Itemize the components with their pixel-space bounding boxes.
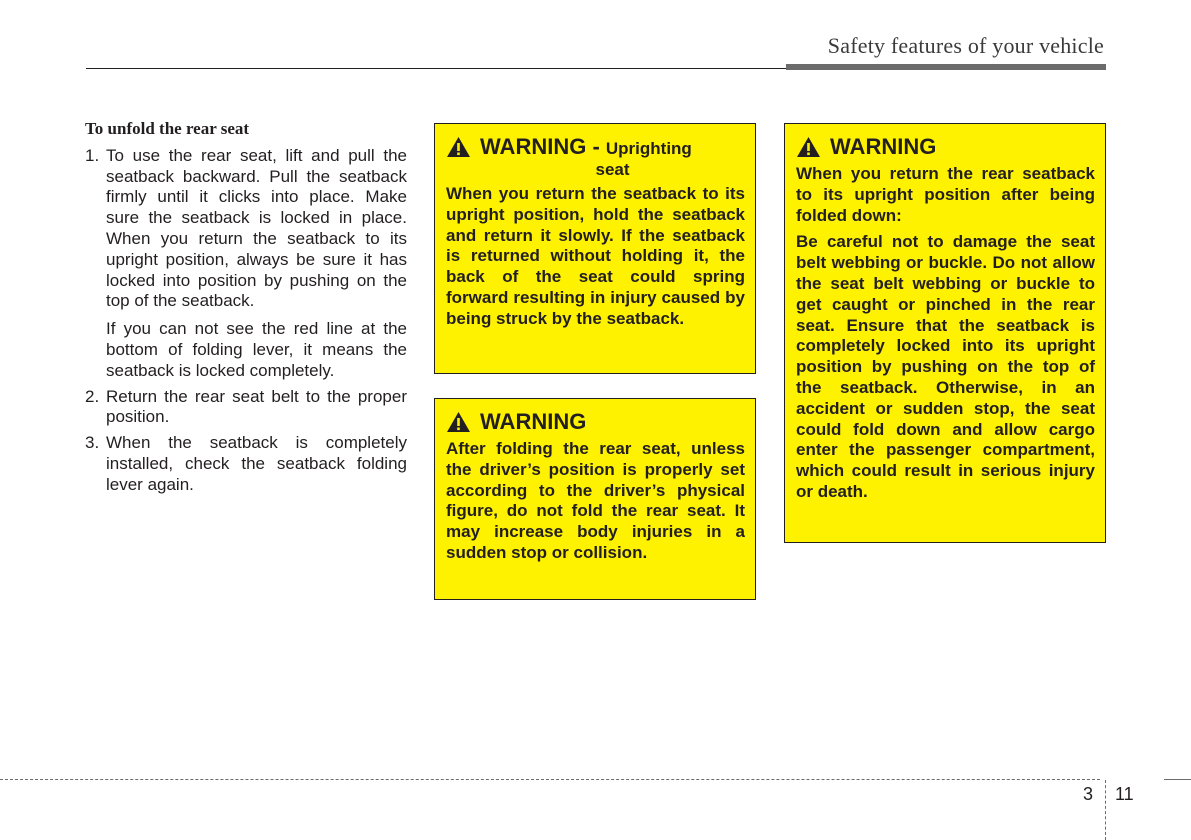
warning-header (446, 134, 745, 180)
warning-body: When you return the rear seatback to its upright position after being folded down: (796, 164, 1095, 225)
warning-box-folding (434, 398, 756, 600)
page-number: 11 (1115, 784, 1134, 804)
header-divider-accent (786, 64, 1106, 70)
header-divider (86, 68, 786, 69)
step-text: Return the rear seat belt to the proper position. (106, 386, 407, 427)
steps-list (85, 146, 407, 496)
unfold-instructions (85, 119, 407, 501)
warning-body: When you return the seatback to its upright position, hold the seatback and return it slowly. If the seatback is returned without holding it, the back of the seat could spring forward resulting in injury caused by being struck by the seatback. (446, 184, 745, 328)
footer-divider (0, 779, 1100, 780)
page-number-separator (1105, 780, 1106, 840)
step-number: 2. (85, 386, 100, 406)
warning-title: WARNING (830, 134, 937, 159)
warning-body: After folding the rear seat, unless the driver’s position is properly set according to the driver’s physical figure, do not fold the rear seat. It may increase body injuries in a sudden stop or collision. (446, 439, 745, 562)
step-item (85, 146, 407, 382)
warning-box-uprighting-seat (434, 123, 756, 374)
step-number: 1. (85, 145, 100, 165)
step-item (85, 433, 407, 495)
warning-triangle-icon (796, 136, 821, 158)
warning-header (796, 134, 1095, 160)
step-text: When the seatback is completely installed, check the seatback folding lever again. (106, 433, 407, 494)
step-number: 3. (85, 433, 100, 453)
footer-divider-end (1164, 779, 1191, 780)
warning-triangle-icon (446, 136, 471, 158)
section-heading: To unfold the rear seat (85, 119, 250, 138)
warning-title-block (480, 134, 745, 180)
chapter-number: 3 (1083, 784, 1094, 804)
warning-title: WARNING (480, 409, 587, 434)
step-text: To use the rear seat, lift and pull the seatback backward. Pull the seatback firmly until it clicks into place. Make sure the seatback is locked in place. When you return the seatback to its upright position, always be sure it has locked into position by pushing on the top of the seatback. (106, 145, 407, 311)
warning-triangle-icon (446, 411, 471, 433)
step-item (85, 387, 407, 429)
warning-title: WARNING - (480, 134, 606, 159)
warning-header (446, 409, 745, 435)
warning-box-seatbelt (784, 123, 1106, 543)
step-note: If you can not see the red line at the bottom of folding lever, it means the seatback is locked completely. (106, 319, 407, 380)
warning-subtitle-continued: seat (595, 160, 630, 179)
section-title: Safety features of your vehicle (827, 33, 1104, 58)
warning-body: Be careful not to damage the seat belt webbing or buckle. Do not allow the seat belt webbing or buckle to get caught or pinched in the rear seat. Ensure that the seatback is completely locked into its upright position by pushing on the top of the seatback. Otherwise, in an accident or sudden stop, the seat could fold down and allow cargo enter the passenger compartment, which could result in serious injury or death. (796, 232, 1095, 501)
warning-subtitle: Uprighting (605, 139, 692, 158)
